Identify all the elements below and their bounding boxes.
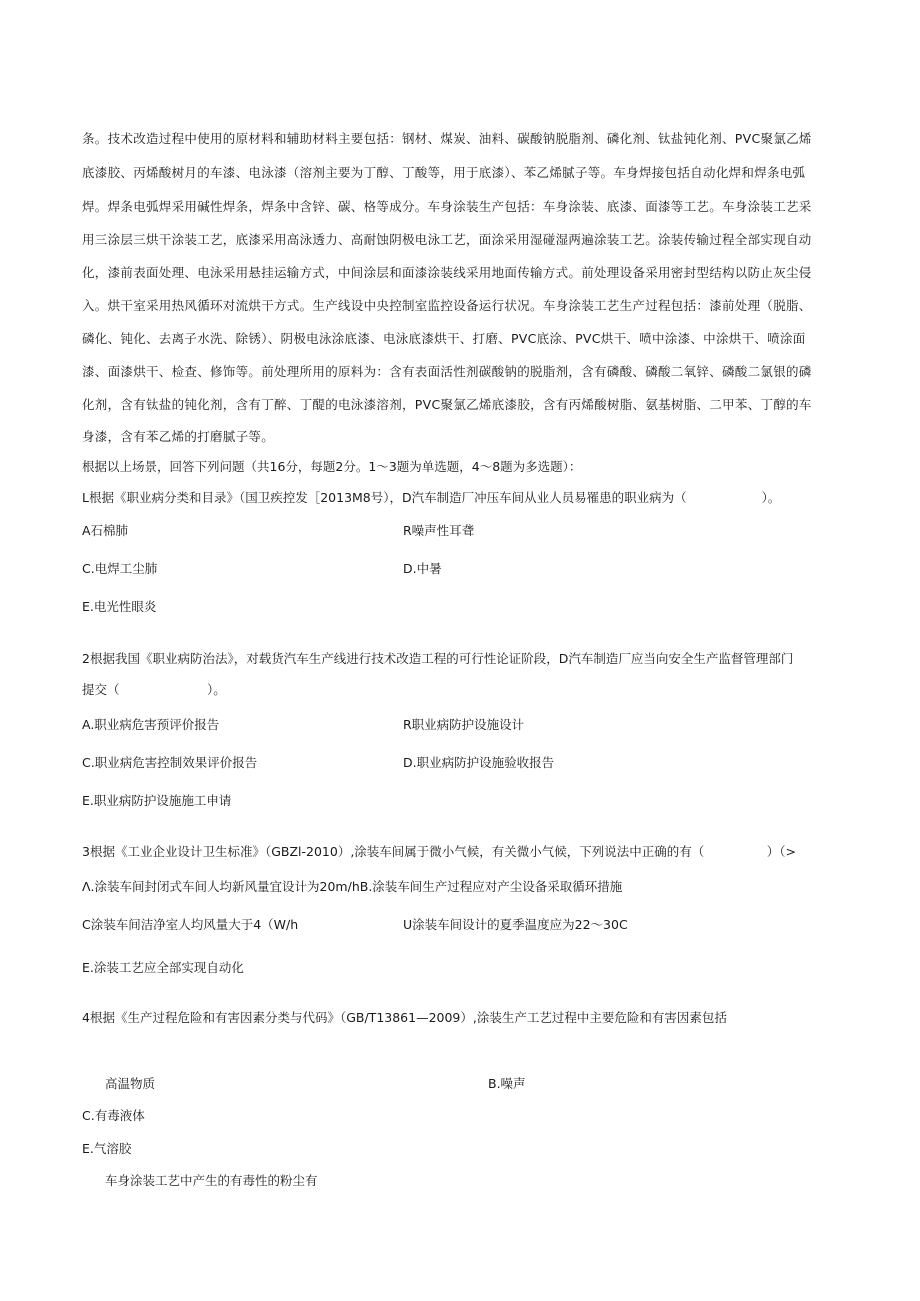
option-a[interactable]: A.职业病危害预评价报告	[82, 717, 220, 732]
option-e[interactable]: E.气溶胶	[82, 1141, 132, 1156]
option-b[interactable]: B.噪声	[488, 1076, 526, 1091]
option-c[interactable]: C涂装车间洁净室人均风量大于4（W∕h	[82, 917, 299, 932]
scenario-line: 入。烘干室采用热风循环对流烘干方式。生产线设中央控制室监控设备运行状况。车身涂装工艺生产过程包括：漆前处理（脱脂、	[82, 298, 812, 313]
question-stem: 4根据《生产过程危险和有害因素分类与代码》（GB/T13861—2009）,涂装生产工艺过程中主要危险和有害因素包括	[82, 1010, 727, 1025]
scenario-line: 化剂，含有钛盐的钝化剂，含有丁醉、丁醍的电泳漆溶剂，PVC聚氯乙烯底漆胶，含有丙烯酸树脂、氨基树脂、二甲苯、丁醇的车	[82, 397, 812, 412]
option-d[interactable]: U涂装车间设计的夏季温度应为22〜30C	[403, 917, 628, 932]
option-d[interactable]: D.职业病防护设施验收报告	[403, 755, 555, 770]
scenario-line: 化，漆前表面处理、电泳采用悬挂运输方式，中间涂层和面漆涂装线采用地面传输方式。前处理设备采用密封型结构以防止灰尘侵	[82, 265, 812, 280]
option-a[interactable]: 高温物质	[105, 1076, 156, 1091]
option-e[interactable]: E.电光性眼炎	[82, 599, 157, 614]
scenario-line: 磷化、钝化、去离子水洗、除锈）、阴极电泳涂底漆、电泳底漆烘干、打磨、PVC底涂、PVC烘干、喷中涂漆、中涂烘干、喷涂面	[82, 331, 806, 346]
option-a-b[interactable]: Λ.涂装车间封闭式车间人均新风量宜设计为20m∕hB.涂装车间生产过程应对产尘设备采取循环措施	[82, 879, 623, 894]
question-stem: 2根据我国《职业病防治法》，对载货汽车生产线进行技术改造工程的可行性论证阶段，D汽车制造厂应当向安全生产监督管理部门	[82, 651, 794, 666]
scenario-line: 条。技术改造过程中使用的原材料和辅助材料主要包括：钢材、煤炭、油料、碳酸钠脱脂剂、磷化剂、钛盐钝化剂、PVC聚氯乙烯	[82, 131, 812, 146]
question-stem: 3根据《工业企业设计卫生标准》（GBZl-2010）,涂装车间属于微小气候，有关微小气候，下列说法中正确的有（ ）（>	[82, 844, 797, 859]
option-d[interactable]: D.中暑	[403, 561, 442, 576]
option-c[interactable]: C.有毒液体	[82, 1108, 145, 1123]
option-b[interactable]: R噪声性耳聋	[403, 523, 475, 538]
question-stem: L根据《职业病分类和目录》（国卫疾控发［2013M8号），D汽车制造厂冲压车间从业人员易罹患的职业病为（ ）。	[82, 490, 781, 505]
scenario-line: 用三涂层三烘干涂装工艺，底漆采用高泳透力、高耐蚀阴极电泳工艺，面涂采用湿碰湿两遍涂装工艺。涂装传输过程全部实现自动	[82, 232, 812, 247]
option-c[interactable]: C.职业病危害控制效果评价报告	[82, 755, 258, 770]
scenario-line: 漆、面漆烘干、检查、修饰等。前处理所用的原料为：含有表面活性剂碳酸钠的脱脂剂，含有磷酸、磷酸二氧锌、磷酸二氯银的磷	[82, 364, 812, 379]
option-c[interactable]: C.电焊工尘肺	[82, 561, 158, 576]
scenario-line: 焊。焊条电弧焊采用碱性焊条，焊条中含锌、碳、格等成分。车身涂装生产包括：车身涂装、底漆、面漆等工艺。车身涂装工艺采	[82, 199, 812, 214]
option-e[interactable]: E.职业病防护设施施工申请	[82, 793, 232, 808]
option-a[interactable]: A石棉肺	[82, 523, 129, 538]
option-e[interactable]: E.涂装工艺应全部实现自动化	[82, 960, 244, 975]
instruction-text: 根据以上场景，回答下列问题（共16分，每题2分。1〜3题为单选题，4〜8题为多选题）：	[82, 459, 582, 474]
question-stem: 提交（ ）。	[82, 682, 226, 697]
next-question-stem: 车身涂装工艺中产生的有毒性的粉尘有	[105, 1173, 318, 1188]
option-b[interactable]: R职业病防护设施设计	[403, 717, 525, 732]
scenario-line: 底漆胶、丙烯酸树月的车漆、电泳漆（溶剂主要为丁醇、丁酸等，用于底漆）、苯乙烯腻子等。车身焊接包括自动化焊和焊条电弧	[82, 165, 806, 180]
scenario-line: 身漆，含有苯乙烯的打磨腻子等。	[82, 429, 275, 444]
